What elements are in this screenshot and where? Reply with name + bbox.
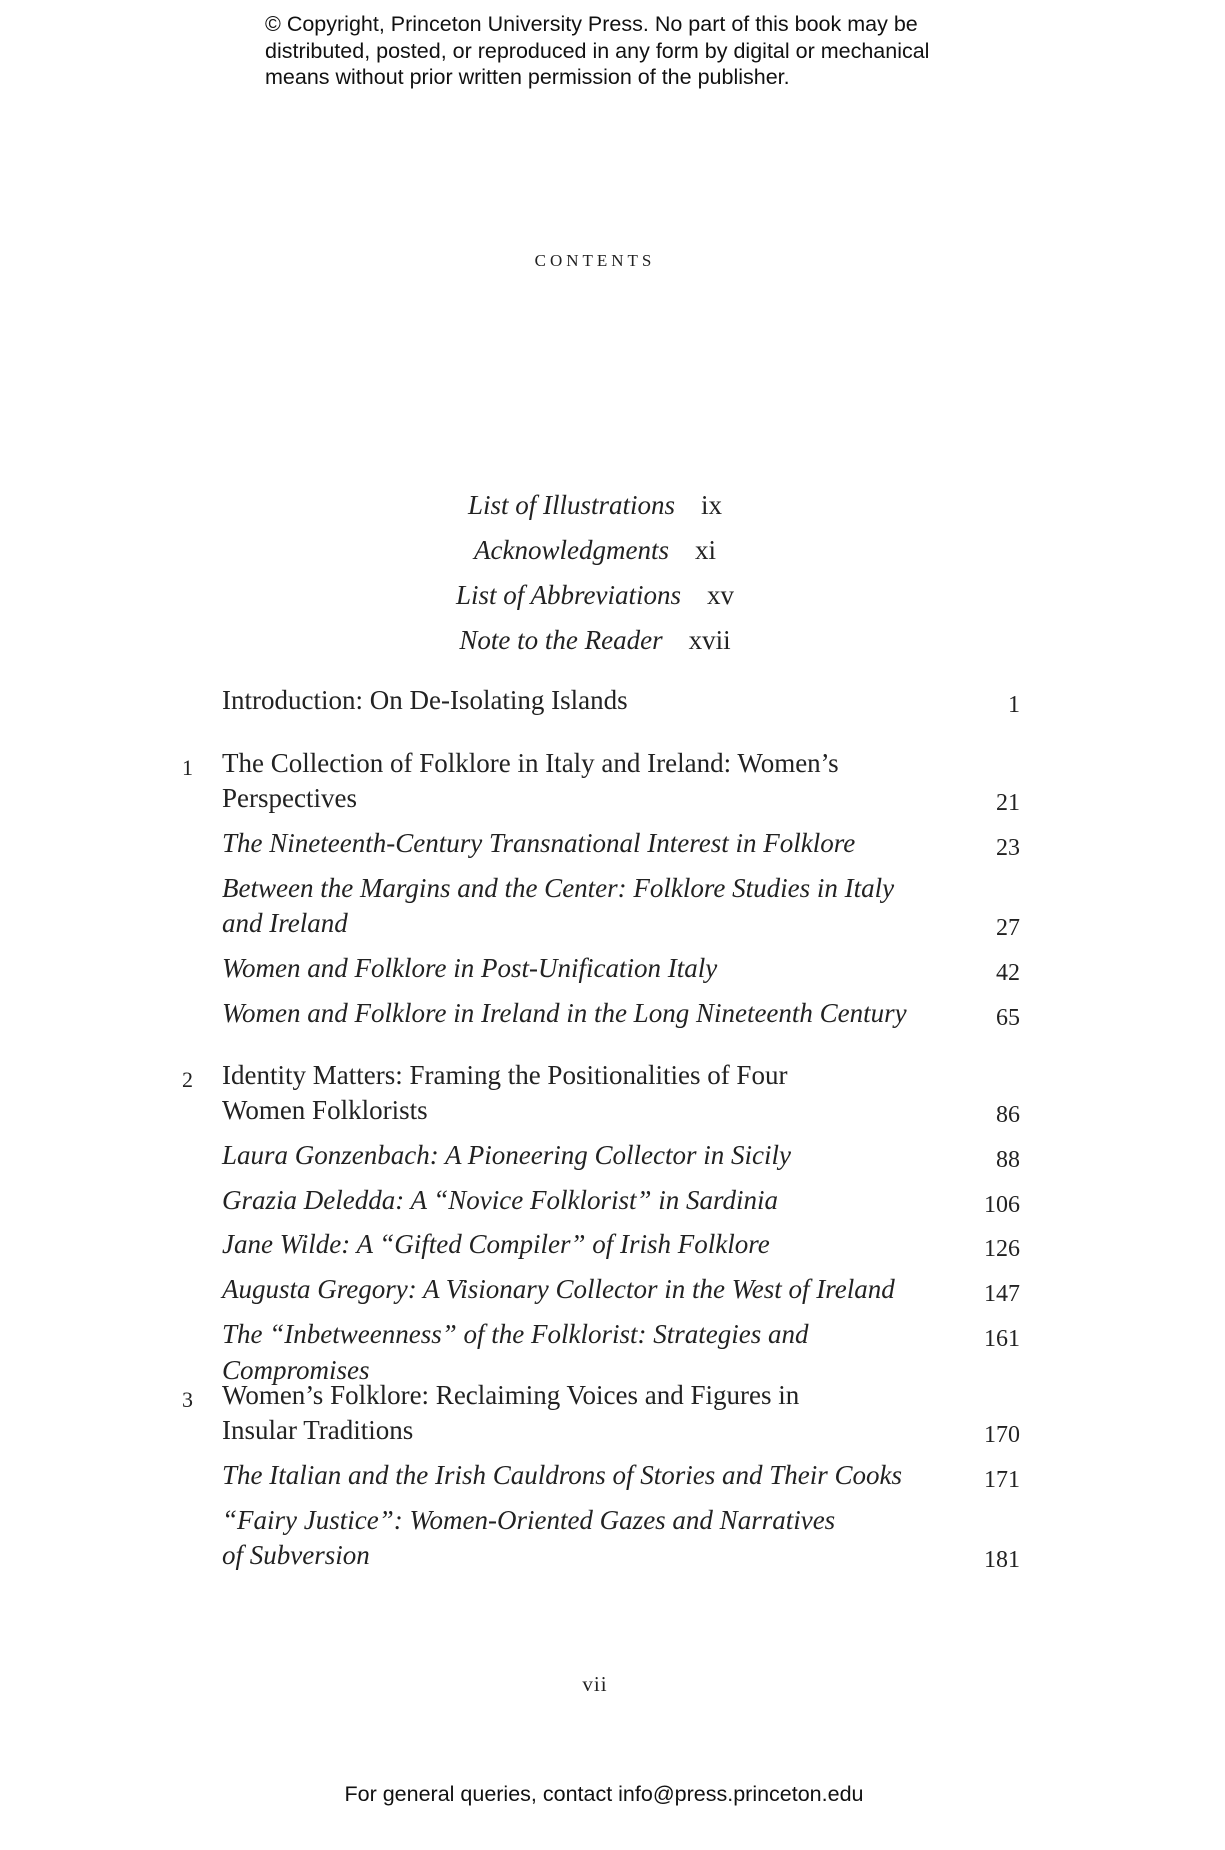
section-page: 126 [984, 1236, 1020, 1262]
section-title: Augusta Gregory: A Visionary Collector in the West of Ireland [222, 1274, 895, 1304]
chapter-title-line: Women Folklorists [222, 1095, 428, 1125]
section-page: 23 [996, 835, 1020, 861]
toc-entry-title: Introduction: On De-Isolating Islands [222, 685, 628, 715]
chapter-title-line: Insular Traditions [222, 1415, 414, 1445]
front-matter-item[interactable] [0, 580, 1190, 625]
section-page: 106 [984, 1192, 1020, 1218]
front-matter-title: List of Illustrations [467, 490, 676, 520]
copyright-notice [265, 11, 1025, 91]
chapter-title-line: The Collection of Folklore in Italy and Ireland: Women’s [222, 748, 839, 778]
section-page: 65 [996, 1005, 1020, 1031]
section-title: The Nineteenth-Century Transnational Interest in Folklore [222, 828, 856, 858]
front-matter-item[interactable] [0, 625, 1190, 670]
front-matter-title: Note to the Reader [459, 625, 663, 655]
chapter-page: 170 [984, 1422, 1020, 1448]
chapter-title-line: Perspectives [222, 783, 357, 813]
section-title: Jane Wilde: A “Gifted Compiler” of Irish Folklore [222, 1229, 770, 1259]
section-title-continued: of Subversion [222, 1540, 370, 1570]
front-matter-title: List of Abbreviations [455, 580, 682, 610]
section-title-continued: and Ireland [222, 908, 348, 938]
toc-entry-page: 1 [1008, 692, 1020, 718]
section-title: Women and Folklore in Post-Unification Italy [222, 953, 718, 983]
copyright-line: distributed, posted, or reproduced in any form by digital or mechanical [265, 38, 930, 63]
section-page: 88 [996, 1147, 1020, 1173]
contents-heading: contents [534, 246, 656, 272]
chapter-page: 86 [996, 1102, 1020, 1128]
section-title: “Fairy Justice”: Women-Oriented Gazes and Narratives [222, 1505, 836, 1535]
footer-contact: For general queries, contact info@press.princeton.edu [344, 1782, 864, 1806]
chapter-number: 2 [182, 1067, 193, 1092]
front-matter-list [0, 490, 1190, 670]
chapter-number: 1 [182, 755, 193, 780]
front-matter-page: ix [701, 490, 723, 520]
chapter-page: 21 [996, 790, 1020, 816]
section-page: 181 [984, 1547, 1020, 1573]
section-title: Between the Margins and the Center: Folklore Studies in Italy [222, 873, 895, 903]
section-title: Grazia Deledda: A “Novice Folklorist” in Sardinia [222, 1185, 778, 1215]
chapter-title-line: Identity Matters: Framing the Positionalities of Four [222, 1060, 788, 1090]
chapter-title-line: Women’s Folklore: Reclaiming Voices and Figures in [222, 1380, 800, 1410]
section-title: Women and Folklore in Ireland in the Long Nineteenth Century [222, 998, 907, 1028]
section-page: 42 [996, 960, 1020, 986]
copyright-line: means without prior written permission of the publisher. [265, 65, 790, 89]
section-title: The “Inbetweenness” of the Folklorist: Strategies and Compromises [222, 1319, 809, 1385]
front-matter-page: xvii [688, 625, 731, 655]
front-matter-title: Acknowledgments [474, 535, 669, 565]
section-title: Laura Gonzenbach: A Pioneering Collector in Sicily [222, 1140, 791, 1170]
front-matter-page: xi [694, 535, 716, 565]
section-title: The Italian and the Irish Cauldrons of Stories and Their Cooks [222, 1460, 903, 1490]
page-number: vii [582, 1672, 608, 1696]
front-matter-page: xv [707, 580, 735, 610]
copyright-line: © Copyright, Princeton University Press. No part of this book may be [265, 12, 918, 36]
section-page: 161 [984, 1326, 1020, 1352]
section-page: 27 [996, 915, 1020, 941]
section-page: 171 [984, 1467, 1020, 1493]
front-matter-item[interactable] [0, 490, 1190, 535]
chapter-number: 3 [182, 1387, 193, 1412]
section-page: 147 [984, 1281, 1020, 1307]
front-matter-item[interactable] [0, 535, 1190, 580]
